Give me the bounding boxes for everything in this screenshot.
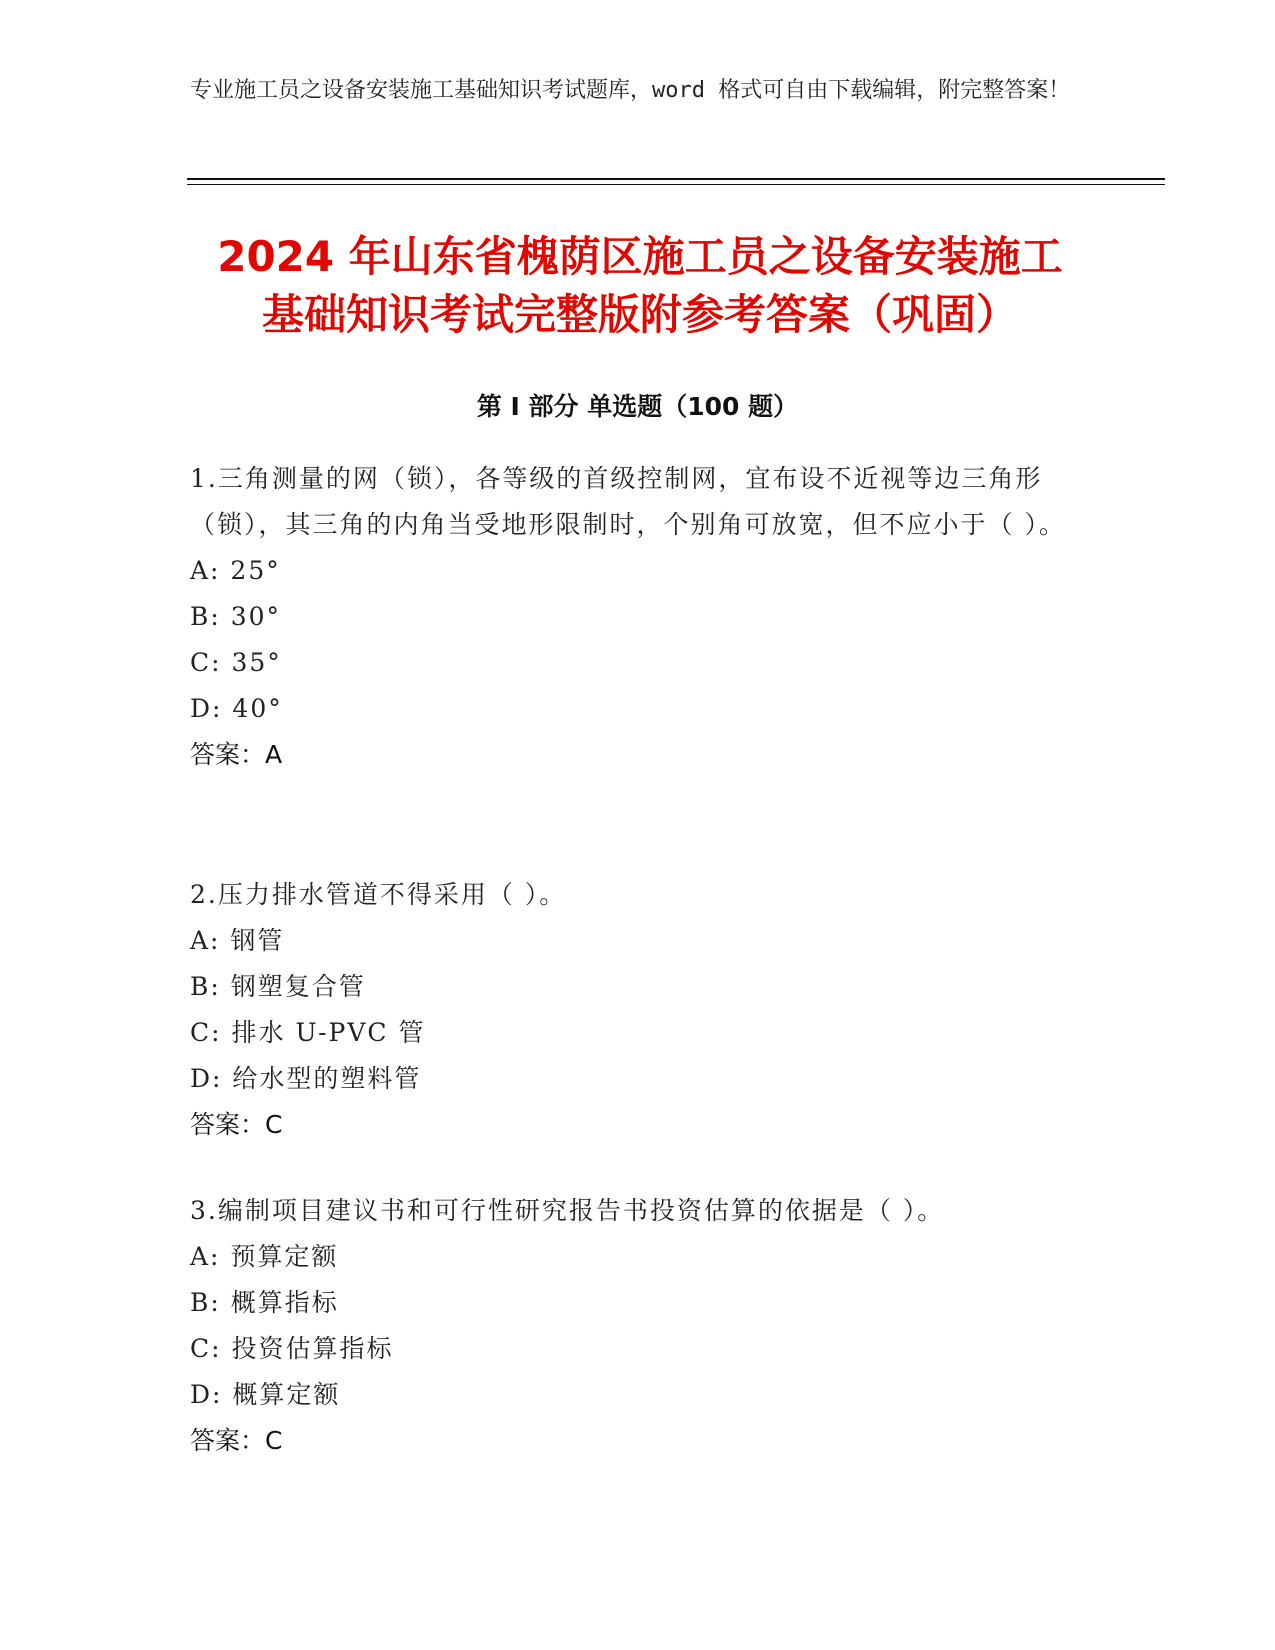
option-a: A: 预算定额 <box>190 1242 339 1271</box>
question-stem: 3.编制项目建议书和可行性研究报告书投资估算的依据是（ ）。 <box>190 1196 945 1225</box>
option-b: B: 30° <box>190 602 282 631</box>
option-b: B: 钢塑复合管 <box>190 972 366 1001</box>
option-a: A: 钢管 <box>190 926 285 955</box>
document-title <box>180 228 1100 344</box>
answer: 答案：C <box>190 1110 283 1139</box>
header-divider-thick <box>187 178 1165 180</box>
option-c: C: 投资估算指标 <box>190 1334 394 1363</box>
answer: 答案：C <box>190 1426 283 1455</box>
option-d: D: 给水型的塑料管 <box>190 1064 422 1093</box>
header-note: 专业施工员之设备安装施工基础知识考试题库，word 格式可自由下载编辑，附完整答案！ <box>190 78 1071 103</box>
question-2 <box>190 872 1070 1148</box>
option-b: B: 概算指标 <box>190 1288 339 1317</box>
option-a: A: 25° <box>190 556 281 585</box>
question-1 <box>190 456 1070 778</box>
option-d: D: 40° <box>190 694 283 723</box>
question-stem: 2.压力排水管道不得采用（ ）。 <box>190 880 567 909</box>
title-line-1: 2024 年山东省槐荫区施工员之设备安装施工 <box>217 232 1063 281</box>
section-heading: 第 I 部分 单选题（100 题） <box>476 392 799 421</box>
header-divider-thin <box>187 184 1165 185</box>
question-stem: 1.三角测量的网（锁），各等级的首级控制网，宜布设不近视等边三角形（锁），其三角的内角当受地形限制时，个别角可放宽，但不应小于（ ）。 <box>190 464 1066 539</box>
question-3 <box>190 1188 1070 1464</box>
option-c: C: 35° <box>190 648 282 677</box>
option-c: C: 排水 U-PVC 管 <box>190 1018 426 1047</box>
option-d: D: 概算定额 <box>190 1380 341 1409</box>
answer: 答案：A <box>190 740 283 769</box>
title-line-2: 基础知识考试完整版附参考答案（巩固） <box>261 290 1018 339</box>
